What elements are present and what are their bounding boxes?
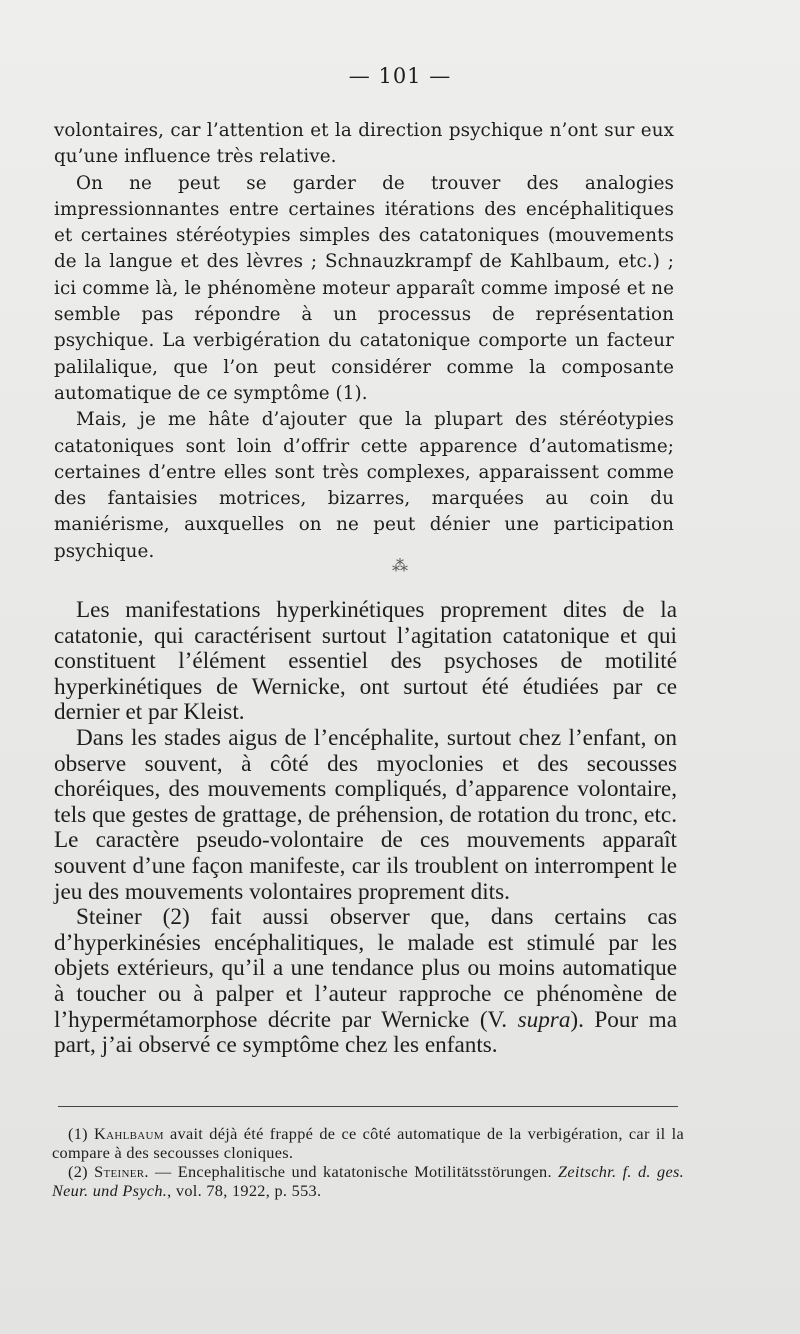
steiner-text-after: ). Pour ma part, j’ai observé ce symptôme chez les enfants. xyxy=(54,1006,677,1059)
footnote-1 xyxy=(52,1124,684,1162)
steiner-text-before: Steiner (2) fait aussi observer que, dans certains cas d’hyperkinésies encéphalitiques, le malade est stimulé par les objets extérieurs, qu’il a une tendance plus ou moins automatique à toucher ou à palper et l’auteur rapproche ce phénomène de l’hypermétamorphose décrite par Wernicke (V. xyxy=(54,904,677,1033)
paragraph-continuation: volontaires, car l’attention et la direction psychique n’ont sur eux qu’une influence très relative. xyxy=(54,120,674,168)
footnote-divider xyxy=(58,1106,678,1107)
footnote-2-marker: (2) xyxy=(68,1162,95,1181)
paragraph-encephalitis: Dans les stades aigus de l’encéphalite, surtout chez l’enfant, on observe souvent, à côté des myoclonies et des secousses choréiques, des mouvements compliqués, d’apparence volontaire, tels que gestes de grattage, de préhension, de rotation du tronc, etc. Le caractère pseudo-volontaire de ces mouvements apparaît souvent d’une façon manifeste, car ils troublent on interrompent le jeu des mouvements volontaires proprement dits. xyxy=(54,724,677,905)
footnote-1-marker: (1) xyxy=(68,1124,95,1143)
paragraph-stereotypies: Mais, je me hâte d’ajouter que la plupart des stéréotypies catatoniques sont loin d’offrir cette apparence d’automatisme; certaines d’entre elles sont très complexes, apparaissent comme des fantaisies motrices, bizarres, marquées au coin du maniérisme, auxquelles on ne peut dénier une participation psychique. xyxy=(54,409,674,562)
footnote-1-author: Kahlbaum xyxy=(94,1124,164,1143)
footnote-1-text: avait déjà été frappé de ce côté automatique de la verbigération, car il la compare à des secousses cloniques. xyxy=(52,1124,684,1162)
footnote-2-ref: , vol. 78, 1922, p. 553. xyxy=(167,1181,322,1200)
footnote-2 xyxy=(52,1162,684,1200)
section-separator: ⁂ xyxy=(392,556,408,575)
footnotes xyxy=(52,1124,684,1200)
paragraph-steiner xyxy=(54,905,677,1059)
section-lower xyxy=(54,598,677,1059)
footnote-2-text: — Encephalitische und katatonische Motilitätsstörungen. xyxy=(148,1162,559,1181)
paragraph-hyperkinetic: Les manifestations hyperkinétiques proprement dites de la catatonie, qui caractérisent surtout l’agitation catatonique et qui constituent l’élément essentiel des psychoses de motilité hyperkinétiques de Wernicke, ont surtout été étudiées par ce dernier et par Kleist. xyxy=(54,597,677,726)
section-upper xyxy=(54,118,674,565)
footnote-2-author: Steiner. xyxy=(94,1162,149,1181)
steiner-text-italic: supra xyxy=(517,1006,571,1033)
footnote-2-journal: Zeitschr. f. d. ges. Neur. und Psych. xyxy=(52,1162,684,1200)
page-number: — 101 — xyxy=(348,64,452,88)
paragraph-analogies: On ne peut se garder de trouver des analogies impressionnantes entre certaines itérations des encéphalitiques et certaines stéréotypies simples des catatoniques (mouvements de la langue et des lèvres ; Schnauzkrampf de Kahlbaum, etc.) ; ici comme là, le phénomène moteur apparaît comme imposé et ne semble pas répondre à un processus de représentation psychique. La verbigération du catatonique comporte un facteur palilalique, que l’on peut considérer comme la composante automatique de ce symptôme (1). xyxy=(54,172,674,404)
